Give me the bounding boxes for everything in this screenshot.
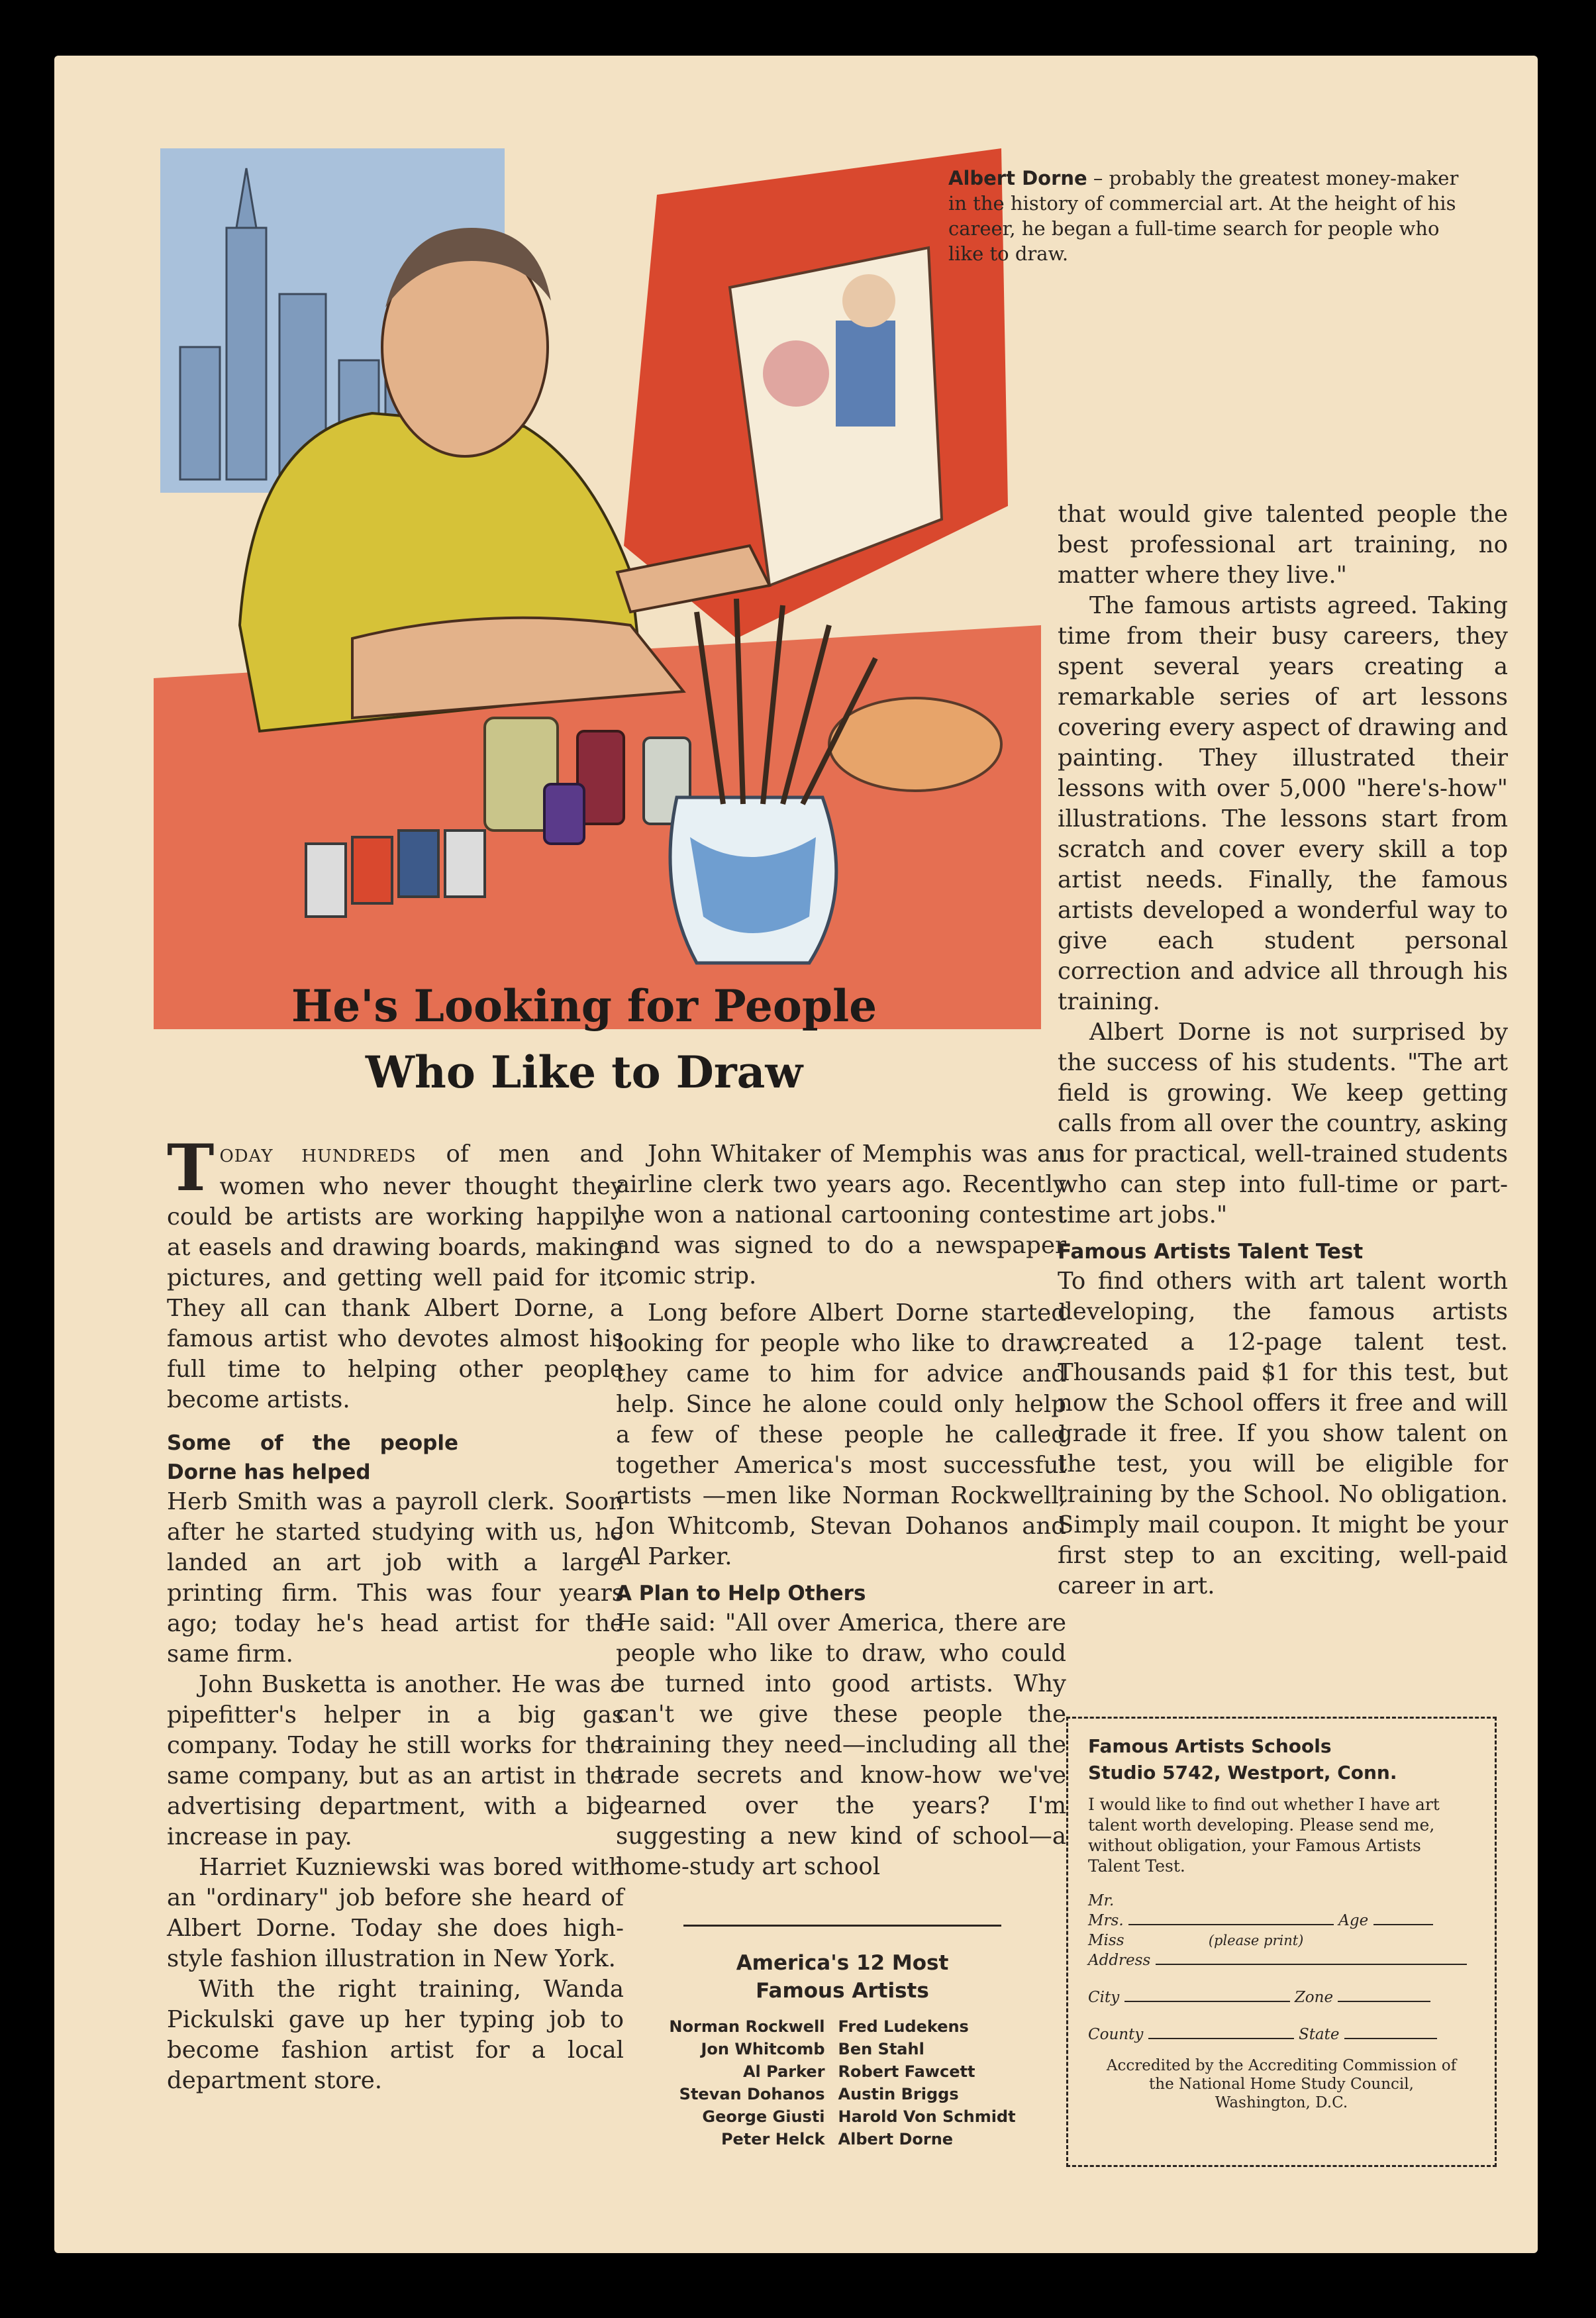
age-input-line[interactable] [1373,1924,1433,1925]
artist-row [662,2015,1022,2038]
artists-title-1: America's 12 Most [736,1951,949,1975]
artist-name: Al Parker [742,2062,825,2081]
artist-row [662,2083,1022,2105]
artist-row [662,2060,1022,2083]
zone-input-line[interactable] [1338,2001,1430,2002]
paragraph-long-before: Long before Albert Dorne started looking for people who like to draw, they came to him for advice and help. Since he alone could only help a few of these people he called together America's most successful artists —men like Norman Rockwell, Jon Whitcomb, Stevan Dohanos and Al Parker. [616,1299,1066,1570]
coupon-studio: Studio 5742, Westport, Conn. [1088,1762,1397,1784]
artist-name: Ben Stahl [838,2040,924,2058]
paragraph-best-training: that would give talented people the best professional art training, no matter where they live." [1058,501,1508,589]
column-1 [167,1131,624,2096]
paragraph-not-surprised: Albert Dorne is not surprised by the success of his students. "The art field is growing. We keep getting calls from all over the country, asking us for practical, well-trained students who can step into full-time or part-time art jobs." [1058,1019,1508,1229]
albert-dorne-illustration [154,148,1041,1029]
artist-name: George Giusti [702,2107,825,2126]
subhead-plan: A Plan to Help Others [616,1582,866,1605]
subhead-talent-test: Famous Artists Talent Test [1058,1240,1364,1264]
city-input-line[interactable] [1124,2001,1290,2002]
intro-paragraph [167,1131,624,1415]
paragraph-herb-smith: Herb Smith was a payroll clerk. Soon after he started studying with us, he landed an art job with a large printing firm. This was four years ago; today he's head artist for the same firm. [167,1488,624,1668]
artist-name: Harold Von Schmidt [838,2107,1016,2126]
artist-name: Robert Fawcett [838,2062,975,2081]
address-input-line[interactable] [1156,1964,1467,1965]
coupon-state-label: State [1298,2026,1340,2043]
divider-rule [683,1925,1001,1927]
coupon-accreditation: Accredited by the Accrediting Commission of the National Home Study Council, Washington, D.C. [1106,2057,1457,2111]
county-input-line[interactable] [1148,2038,1294,2039]
coupon-city-label: City [1088,1989,1120,2006]
artist-row [662,2105,1022,2128]
drop-cap: T [167,1131,215,1205]
coupon-age-label: Age [1338,1912,1369,1929]
artist-row [662,2128,1022,2150]
coupon-mrs: Mrs. [1088,1912,1124,1929]
intro-text: of men and women who never thought they could be artists are working happily at easels and drawing boards, making pictures, and getting well paid for it. They all can thank Albert Dorne, a famous artist who devotes almost his full time to helping other people become artists. [167,1140,624,1413]
column-2 [616,1139,1066,1882]
coupon-school-name: Famous Artists Schools [1088,1735,1332,1757]
headline-line-2: Who Like to Draw [365,1046,803,1098]
coupon-mr: Mr. [1088,1892,1115,1909]
artist-row [662,2038,1022,2060]
artists-box [637,1925,1048,2150]
column-3 [1058,499,1508,1601]
artists-list [662,2015,1022,2150]
paragraph-john-whitaker: John Whitaker of Memphis was an airline clerk two years ago. Recently he won a national cartooning contest and was signed to do a newspaper comic strip. [616,1140,1066,1289]
artist-name: Norman Rockwell [669,2017,825,2036]
small-caps-lead: ODAY HUNDREDS [219,1146,417,1166]
headline-line-1: He's Looking for People [291,980,877,1032]
coupon-zone-label: Zone [1294,1989,1334,2006]
state-input-line[interactable] [1344,2038,1437,2039]
headline [174,973,995,1105]
coupon-miss: Miss [1088,1932,1124,1949]
name-input-line[interactable] [1128,1924,1334,1925]
paragraph-harriet: Harriet Kuzniewski was bored with an "ordinary" job before she heard of Albert Dorne. Today she does high-style fashion illustration in New York. [167,1854,624,1972]
paragraph-he-said: He said: "All over America, there are people who like to draw, who could be turned into good artists. Why can't we give these people the training they need—including all the trade secrets and know-how we've learned over the years? I'm suggesting a new kind of school—a home-study art school [616,1609,1066,1880]
coupon-address-label: Address [1088,1952,1151,1969]
artist-name: Fred Ludekens [838,2017,969,2036]
coupon-please-print: (please print) [1208,1933,1304,1948]
caption-text: – probably the greatest money-maker in the history of commercial art. At the height of his career, he began a full-time search for people who like to draw. [948,167,1459,265]
artists-title-2: Famous Artists [756,1979,929,2003]
paragraph-john-busketta: John Busketta is another. He was a pipefitter's helper in a big gas company. Today he still works for the same company, but as an artist in the advertising department, with a big increase in pay. [167,1671,624,1850]
subhead-dorne-helped: Some of the people Dorne has helped [167,1431,458,1484]
paragraph-talent-test: To find others with art talent worth developing, the famous artists created a 12-page talent test. Thousands paid $1 for this test, but now the School offers it free and will grade it free. If you show talent on the test, you will be eligible for training by the School. No obligation. Simply mail coupon. It might be your first step to an exciting, well-paid career in art. [1058,1268,1508,1599]
illustration-caption [948,166,1465,266]
paragraph-famous-artists-agreed: The famous artists agreed. Taking time from their busy careers, they spent several years creating a remarkable series of art lessons covering every aspect of drawing and painting. They illustrated their lessons with over 5,000 "here's-how" illustrations. The lessons start from scratch and cover every skill a top artist needs. Finally, the famous artists developed a wonderful way to give each student personal correction and advice all through his training. [1058,592,1508,1015]
coupon-county-label: County [1088,2026,1144,2043]
caption-name: Albert Dorne [948,167,1087,189]
mail-in-coupon[interactable] [1066,1717,1497,2167]
artist-name: Austin Briggs [838,2085,959,2103]
coupon-name-fields [1088,1891,1475,2044]
comic-back-cover-ad [54,56,1538,2253]
coupon-request: I would like to find out whether I have art talent worth developing. Please send me, without obligation, your Famous Artists Talent Test. [1088,1795,1440,1876]
paragraph-wanda: With the right training, Wanda Pickulski gave up her typing job to become fashion artist for a local department store. [167,1976,624,2094]
artist-name: Jon Whitcomb [701,2040,825,2058]
artist-name: Peter Helck [721,2130,825,2148]
artist-name: Albert Dorne [838,2130,954,2148]
artist-name: Stevan Dohanos [679,2085,825,2103]
